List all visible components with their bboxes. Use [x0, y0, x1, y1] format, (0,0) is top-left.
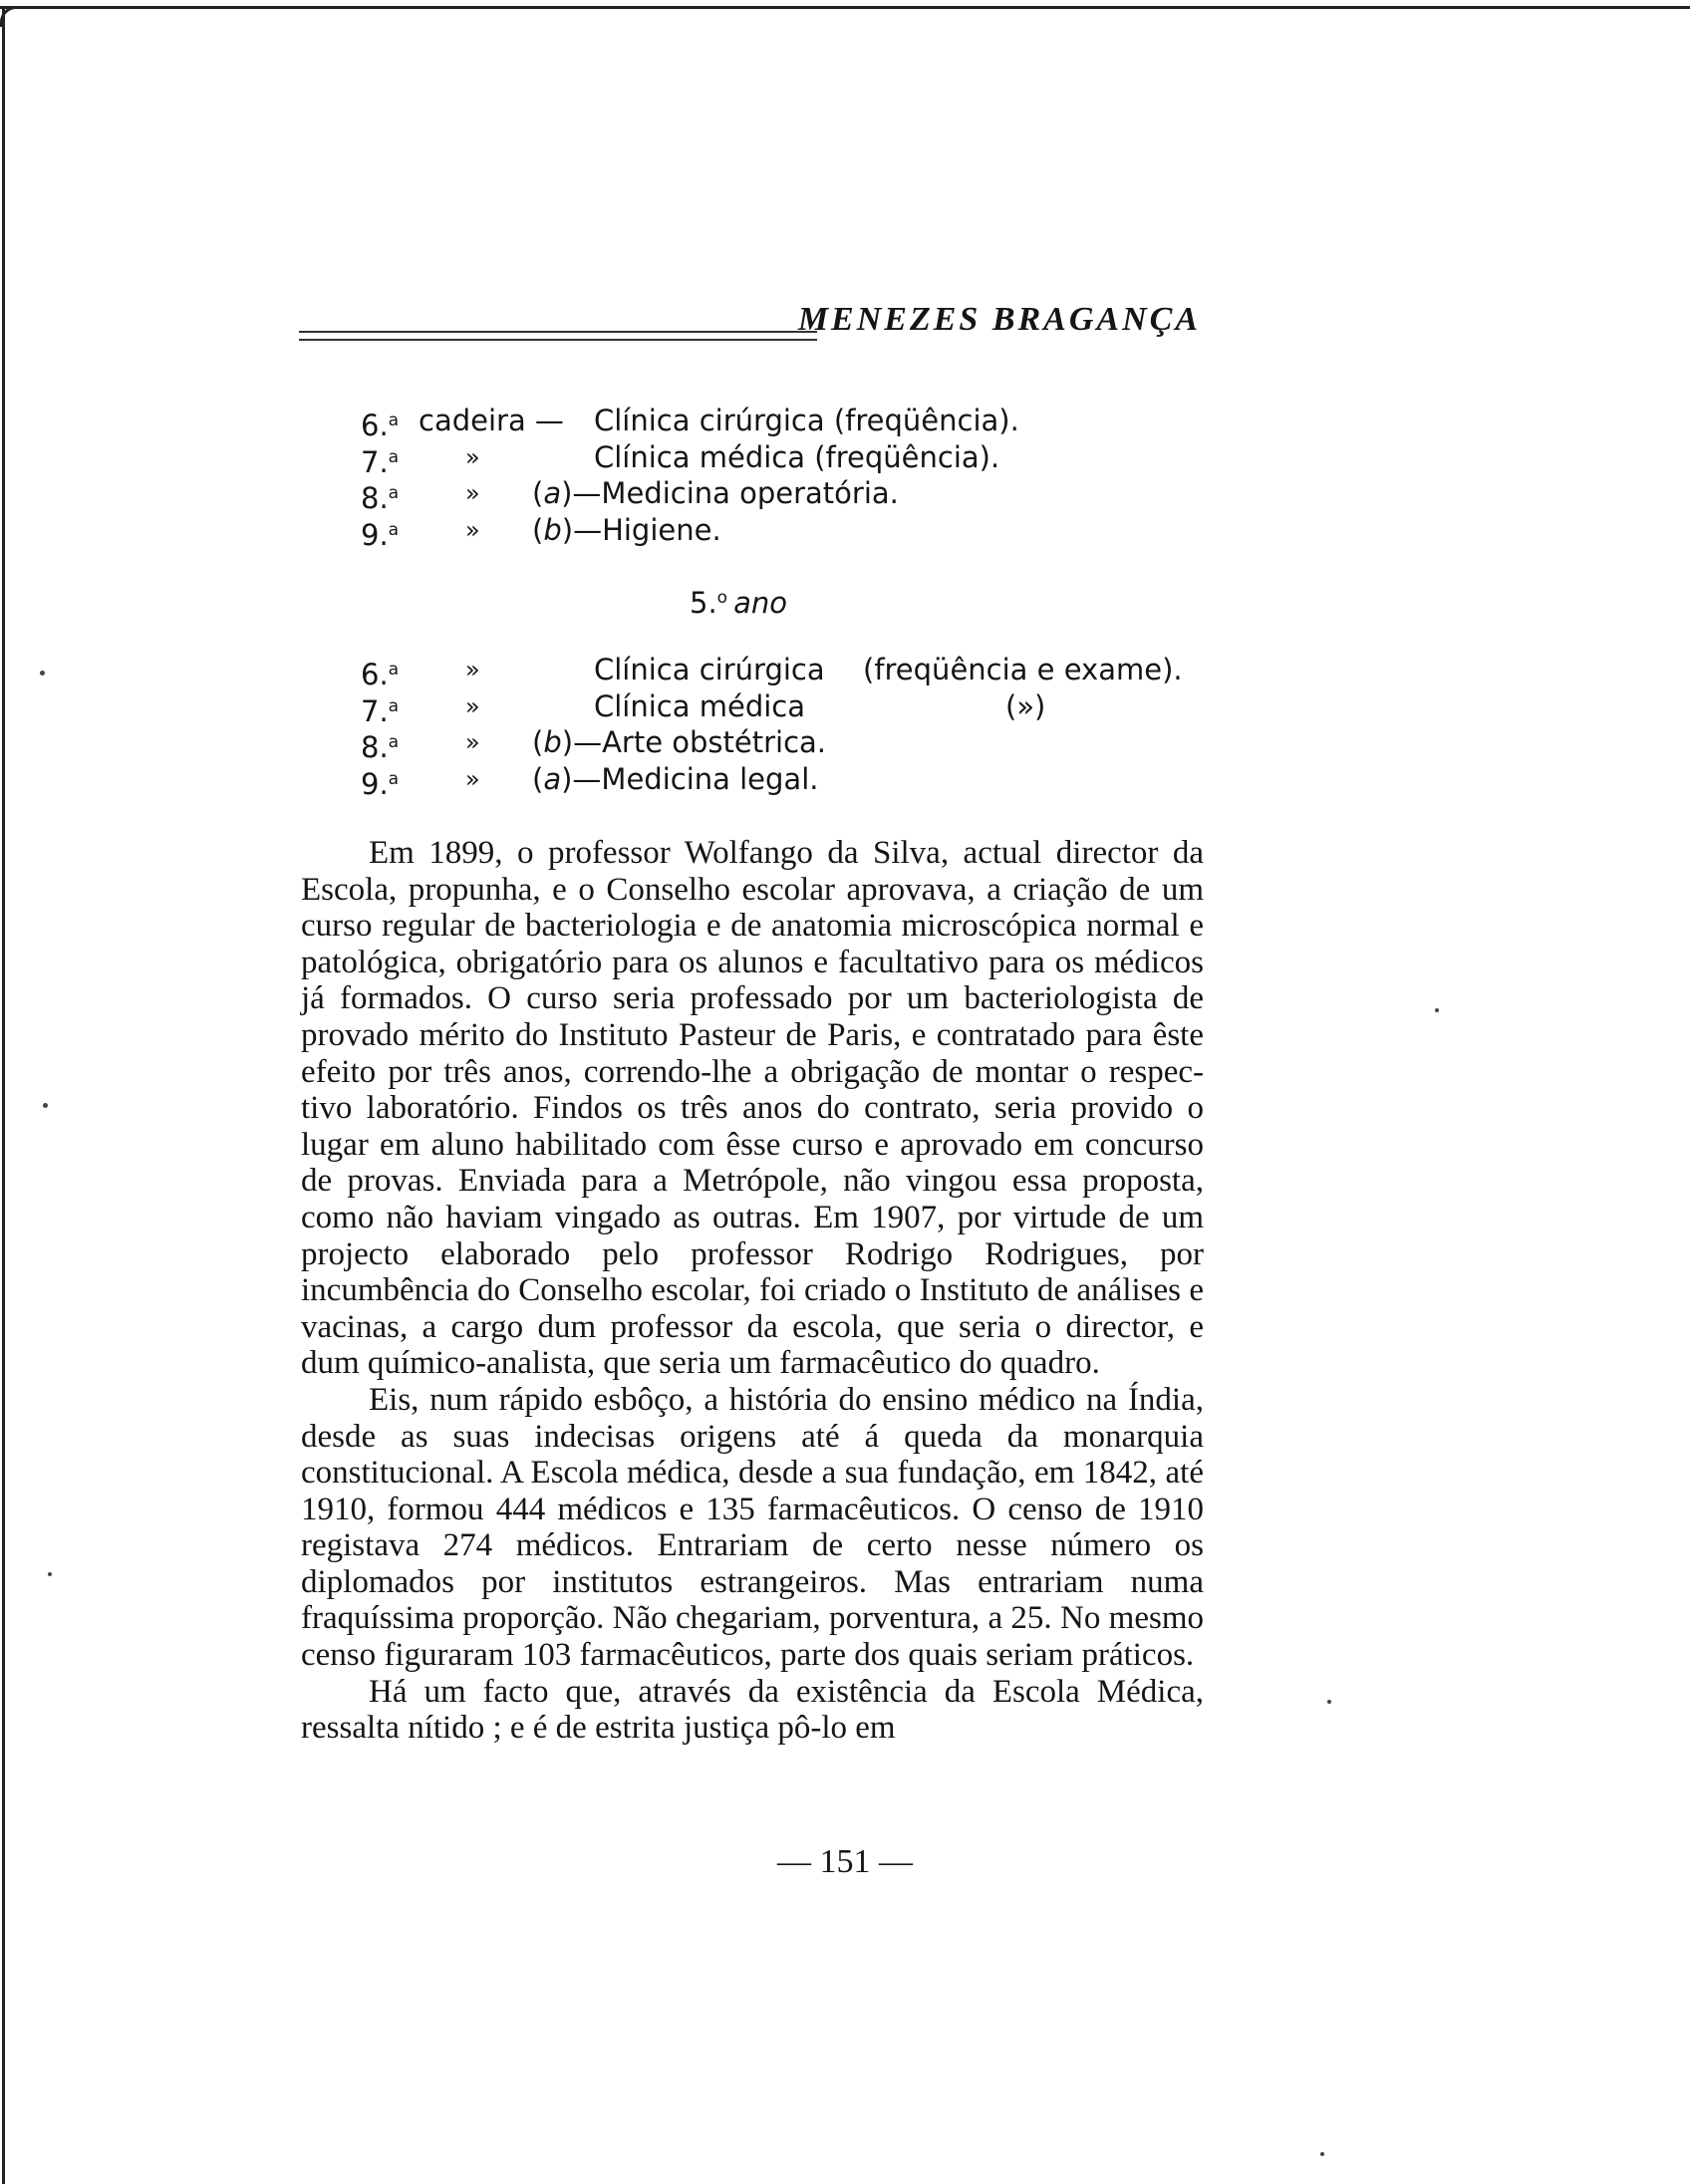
schedule-5th-year	[361, 652, 1208, 801]
row-number-value: 6.	[361, 658, 389, 691]
subject-note: (freqüência e exame).	[863, 653, 1183, 686]
row-number	[361, 761, 399, 803]
subject-name: Clínica cirúrgica (freqüência).	[594, 404, 1019, 437]
ditto-mark: »	[465, 479, 480, 507]
row-number	[361, 512, 399, 554]
year-ordinal: o	[716, 588, 728, 608]
page-number: 151	[819, 1843, 871, 1880]
schedule-row	[361, 724, 1208, 764]
row-ordinal: a	[388, 519, 400, 540]
scan-speck	[48, 1572, 52, 1576]
body-text	[301, 835, 1204, 1747]
scan-speck	[1320, 2152, 1324, 2156]
scan-border-top	[0, 6, 1690, 9]
subject-name: (a)—Medicina legal.	[532, 761, 819, 796]
schedule-row	[361, 688, 1208, 728]
scan-speck	[43, 1103, 48, 1108]
row-number-value: 7.	[361, 693, 389, 728]
ditto-mark: »	[465, 515, 480, 544]
row-ordinal: a	[388, 695, 400, 716]
row-number	[361, 439, 399, 481]
header-title: MENEZES BRAGANÇA	[797, 301, 1201, 338]
row-number	[361, 688, 399, 730]
subject-name: (b)—Higiene.	[532, 512, 721, 547]
row-ordinal: a	[388, 768, 400, 789]
row-number-value: 9.	[361, 517, 389, 552]
row-ordinal: a	[388, 410, 400, 430]
ditto-mark: »	[465, 442, 480, 471]
row-number	[361, 724, 399, 766]
subject-name: Clínica cirúrgica	[594, 653, 825, 686]
row-lead: cadeira —	[419, 404, 564, 437]
paragraph: Há um facto que, através da existência da Escola Médica, ressalta nítido ; e é de estrita justiça pô-lo em	[301, 1673, 1204, 1747]
schedule-row	[361, 403, 1208, 442]
schedule-row	[361, 761, 1208, 801]
row-number	[361, 403, 399, 444]
paragraph: Em 1899, o professor Wolfango da Silva, actual director da Escola, propunha, e o Conselho escolar aprovava, a criação de um curso regular de bacteriologia e de anatomia microscópica normal e patológica, obrigatório para os alunos e facultativo para os médicos já formados. O curso seria professado por um bacteriologista de provado mérito do Instituto Pasteur de Paris, e contratado para êste efeito por três anos, correndo-lhe a obrigação de montar o respectivo laboratório. Findos os três anos do contrato, seria provido o lugar em aluno habilitado com êsse curso e aprovado em concurso de provas. Enviada para a Metrópole, não vingou essa proposta, como não haviam vingado as outras. Em 1907, por virtude de um projecto elaborado pelo professor Rodrigo Rodrigues, por incumbência do Conselho escolar, foi criado o Instituto de análises e vacinas, a cargo dum professor da escola, que seria o director, e dum químico-analista, que seria um farmacêutico do quadro.	[301, 835, 1204, 1382]
paragraph: Eis, num rápido esbôço, a história do ensino médico na Índia, desde as suas indecisas origens até á queda da monarquia constitucional. A Escola médica, desde a sua fundação, em 1842, até 1910, formou 444 médicos e 135 farmacêuticos. O censo de 1910 registava 274 médicos. Entrariam de certo nesse número os diplomados por institutos estrangeiros. Mas entrariam numa fraquíssima proporção. Não chegariam, porventura, a 25. No mesmo censo figuraram 103 farmacêuticos, parte dos quais seriam práticos.	[301, 1381, 1204, 1674]
scan-speck	[40, 671, 45, 676]
schedule-row	[361, 439, 1208, 479]
row-number-value: 8.	[361, 730, 389, 764]
year-word: ano	[733, 586, 787, 620]
schedule-4th-year	[361, 403, 1208, 552]
row-number-value: 6.	[361, 409, 389, 442]
subject-name: (b)—Arte obstétrica.	[532, 725, 827, 759]
scan-speck	[1327, 1700, 1331, 1704]
row-ordinal: a	[388, 660, 400, 680]
footer-dash-left: —	[777, 1843, 811, 1880]
schedule-row	[361, 652, 1208, 691]
year-heading	[690, 586, 787, 620]
row-number-value: 9.	[361, 766, 389, 801]
row-number	[361, 475, 399, 517]
row-ordinal: a	[388, 483, 400, 503]
footer-dash-right: —	[879, 1843, 913, 1880]
subject-note: (»)	[1005, 688, 1046, 723]
subject-name: (a)—Medicina operatória.	[532, 476, 899, 510]
page-footer	[0, 1843, 1690, 1881]
row-ordinal: a	[388, 446, 400, 467]
row-number-value: 7.	[361, 444, 389, 479]
schedule-row	[361, 475, 1208, 515]
row-number	[361, 652, 399, 693]
subject-name: Clínica médica (freqüência).	[594, 439, 1000, 474]
scan-speck	[1435, 1008, 1439, 1012]
header-rule	[299, 331, 817, 341]
schedule-row	[361, 512, 1208, 552]
ditto-mark: »	[465, 728, 480, 756]
running-header	[299, 301, 1201, 351]
row-ordinal: a	[388, 732, 400, 752]
ditto-mark: »	[465, 691, 480, 720]
ditto-mark: »	[465, 656, 480, 683]
row-number-value: 8.	[361, 481, 389, 515]
year-number: 5.	[690, 586, 717, 620]
ditto-mark: »	[465, 764, 480, 793]
subject-name: Clínica médica	[594, 688, 806, 723]
